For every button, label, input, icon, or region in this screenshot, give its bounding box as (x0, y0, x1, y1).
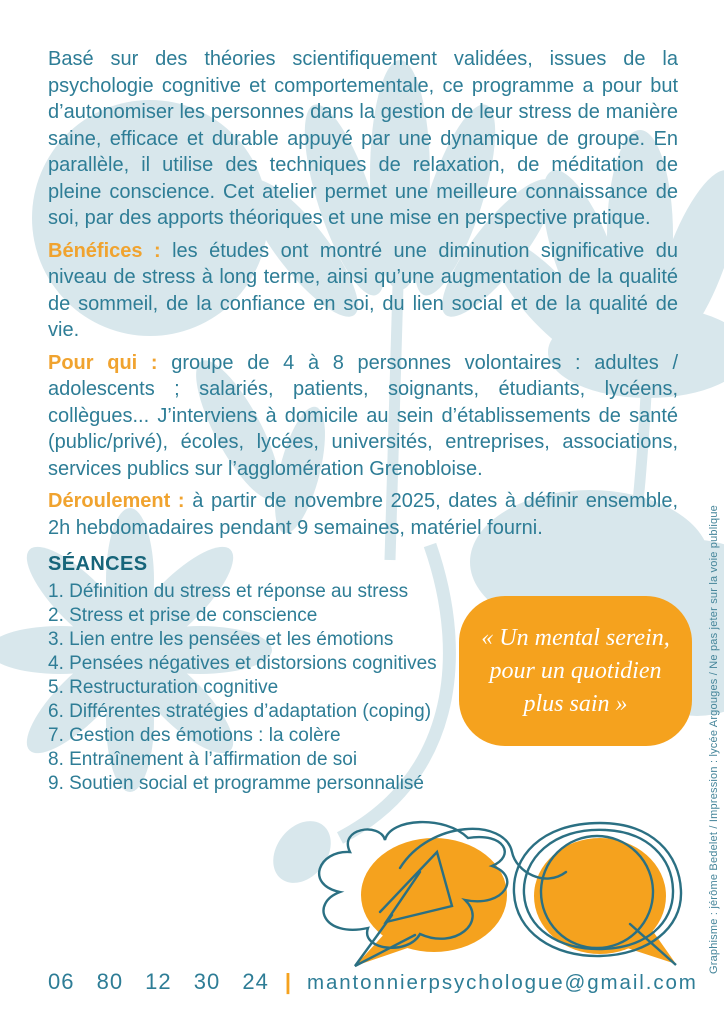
quote-line-3: plus sain » (523, 690, 628, 717)
benefits-paragraph (48, 238, 678, 344)
credit-vertical-text: Graphisme : jérôme Bedelet / Impression : lycée Argouges / Ne pas jeter sur la voie publique (708, 504, 720, 974)
quote-bubble (459, 596, 692, 746)
seance-item-4: 4. Pensées négatives et distorsions cognitives (48, 653, 437, 674)
seance-item-7: 7. Gestion des émotions : la colère (48, 725, 341, 746)
schedule-paragraph (48, 488, 678, 541)
quote-line-2: pour un quotidien (489, 657, 662, 684)
footer-phone: 06 80 12 30 24 (48, 969, 269, 994)
quote-line-1: « Un mental serein, (481, 624, 670, 651)
seance-item-8: 8. Entraînement à l’affirmation de soi (48, 749, 358, 770)
schedule-label: Déroulement : (48, 490, 185, 512)
seance-item-6: 6. Différentes stratégies d’adaptation (coping) (48, 701, 432, 722)
speech-bubbles-illustration (319, 822, 681, 966)
audience-paragraph (48, 350, 678, 483)
seance-item-2: 2. Stress et prise de conscience (48, 605, 318, 626)
intro-paragraph: Basé sur des théories scientifiquement validées, issues de la psychologie cognitive et comportementale, ce programme a pour but d’autonomiser les personnes dans la gestion de leur stress de manière saine, efficace et durable appuyé par une dynamique de groupe. En parallèle, il utilise des techniques de relaxation, de méditation de pleine conscience. Cet atelier permet une meilleure connaissance de soi, par des apports théoriques et une mise en perspective pratique. (48, 48, 678, 229)
audience-text: groupe de 4 à 8 personnes volontaires : adultes / adolescents ; salariés, patients, soignants, étudiants, lycéens, collègues... J’interviens à domicile au sein d’établissements de santé (public/privé), écoles, lycées, universités, entreprises, associations, services publics sur l’agglomération Grenobloise. (48, 351, 679, 480)
benefits-text: les études ont montré une diminution significative du niveau de stress à long terme, ainsi qu’une augmentation de la qualité de sommeil, de la confiance en soi, du lien social et de la qualité de vie. (48, 239, 679, 341)
footer-email: mantonnierpsychologue@gmail.com (306, 971, 698, 994)
seances-title: SÉANCES (48, 553, 148, 575)
benefits-label: Bénéfices : (48, 239, 161, 262)
schedule-text: à partir de novembre 2025, dates à définir ensemble, 2h hebdomadaires pendant 9 semaines, matériel fourni. (48, 490, 678, 539)
footer-contact (48, 969, 698, 995)
seance-item-1: 1. Définition du stress et réponse au stress (48, 581, 409, 602)
seance-item-3: 3. Lien entre les pensées et les émotions (48, 629, 394, 650)
seance-item-5: 5. Restructuration cognitive (48, 677, 279, 698)
audience-label: Pour qui : (48, 351, 158, 374)
footer-separator: | (284, 969, 291, 994)
seance-item-9: 9. Soutien social et programme personnalisé (48, 773, 424, 794)
